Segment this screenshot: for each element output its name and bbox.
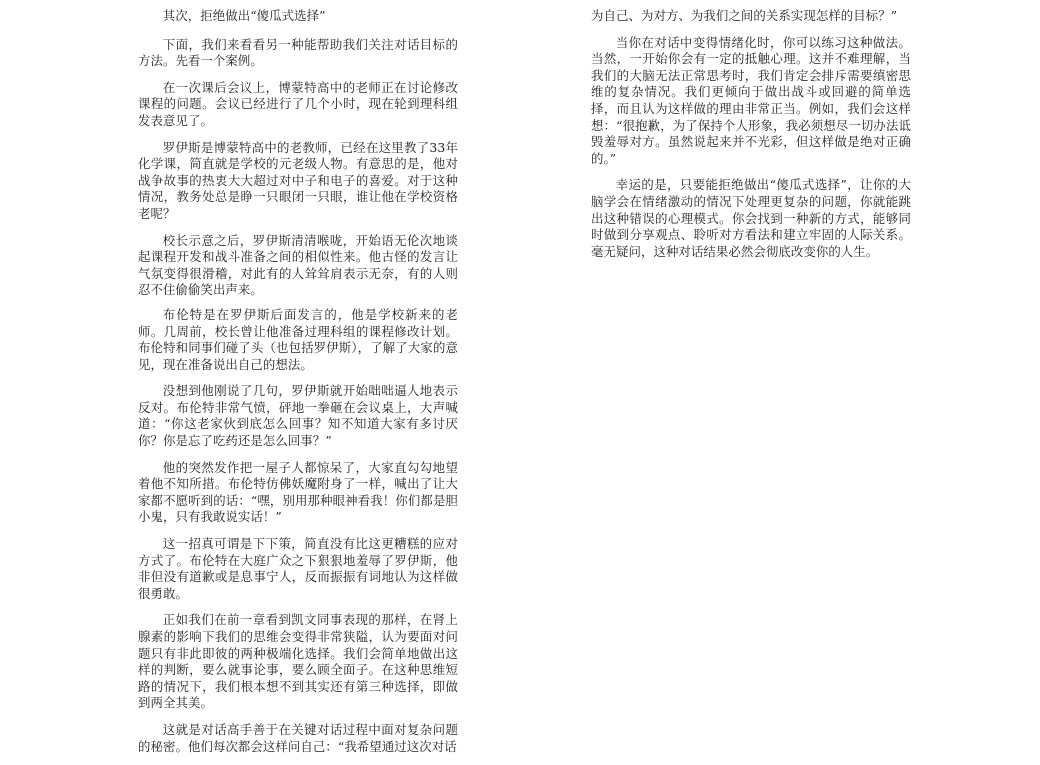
paragraph: 没想到他刚说了几句，罗伊斯就开始咄咄逼人地表示反对。布伦特非常气愤，砰地一拳砸在会议桌上，大声喊道：“你这老家伙到底怎么回事？知不知道大家有多讨厌你？你是忘了吃药还是怎么回事？” — [138, 383, 458, 449]
paragraph: 当你在对话中变得情绪化时，你可以练习这种做法。当然，一开始你会有一定的抵触心理。这并不难理解，当我们的大脑无法正常思考时，我们肯定会排斥需要缜密思维的复杂情况。我们更倾向于做出战斗或回避的简单选择，而且认为这样做的理由非常正当。例如，我们会这样想：“很抱歉，为了保持个人形象，我必须想尽一切办法诋毁羞辱对方。虽然说起来并不光彩，但这样做是绝对正确的。” — [591, 34, 911, 166]
right-page-column — [591, 8, 911, 270]
paragraph: 罗伊斯是博蒙特高中的老教师，已经在这里教了33年化学课，简直就是学校的元老级人物。有意思的是，他对战争故事的热衷大大超过对中子和电子的喜爱。对于这种情况，教务处总是睁一只眼闭一只眼，谁让他在学校资格老呢？ — [138, 139, 458, 221]
paragraph: 校长示意之后，罗伊斯清清喉咙，开始语无伦次地谈起课程开发和战斗准备之间的相似性来。他古怪的发言让气氛变得很滑稽，对此有的人耸耸肩表示无奈，有的人则忍不住偷偷笑出声来。 — [138, 232, 458, 298]
paragraph-continued: 为自己、为对方、为我们之间的关系实现怎样的目标？” — [591, 8, 898, 23]
paragraph: 在一次课后会议上，博蒙特高中的老师正在讨论修改课程的问题。会议已经进行了几个小时，现在轮到理科组发表意见了。 — [138, 79, 458, 128]
left-page-column — [138, 8, 458, 765]
paragraph: 他的突然发作把一屋子人都惊呆了，大家直勾勾地望着他不知所措。布伦特仿佛妖魔附身了一样，喊出了让大家都不愿听到的话：“嘿，别用那种眼神看我！你们都是胆小鬼，只有我敢说实话！” — [138, 459, 458, 525]
paragraph: 下面，我们来看看另一种能帮助我们关注对话目标的方法。先看一个案例。 — [138, 36, 458, 69]
paragraph: 这一招真可谓是下下策，简直没有比这更糟糕的应对方式了。布伦特在大庭广众之下狠狠地羞辱了罗伊斯，他非但没有道歉或是息事宁人，反而振振有词地认为这样做很勇敢。 — [138, 536, 458, 601]
paragraph: 布伦特是在罗伊斯后面发言的，他是学校新来的老师。几周前，校长曾让他准备过理科组的课程修改计划。布伦特和同事们碰了头（也包括罗伊斯），了解了大家的意见，现在准备说出自己的想法。 — [138, 306, 458, 372]
paragraph: 这就是对话高手善于在关键对话过程中面对复杂问题的秘密。他们每次都会这样问自己：“我希望通过这次对话 — [138, 721, 458, 754]
section-heading: 其次，拒绝做出“傻瓜式选择” — [162, 8, 326, 23]
paragraph: 幸运的是，只要能拒绝做出“傻瓜式选择”，让你的大脑学会在情绪激动的情况下处理更复杂的问题，你就能跳出这种错误的心理模式。你会找到一种新的方式，能够同时做到分享观点、聆听对方看法和建立牢固的人际关系。毫无疑问，这种对话结果必然会彻底改变你的人生。 — [591, 177, 911, 259]
paragraph: 正如我们在前一章看到凯文同事表现的那样，在肾上腺素的影响下我们的思维会变得非常狭隘，认为要面对问题只有非此即彼的两种极端化选择。我们会简单地做出这样的判断，要么就事论事，要么顾全面子。在这种思维短路的情况下，我们根本想不到其实还有第三种选择，即做到两全其美。 — [138, 612, 458, 711]
